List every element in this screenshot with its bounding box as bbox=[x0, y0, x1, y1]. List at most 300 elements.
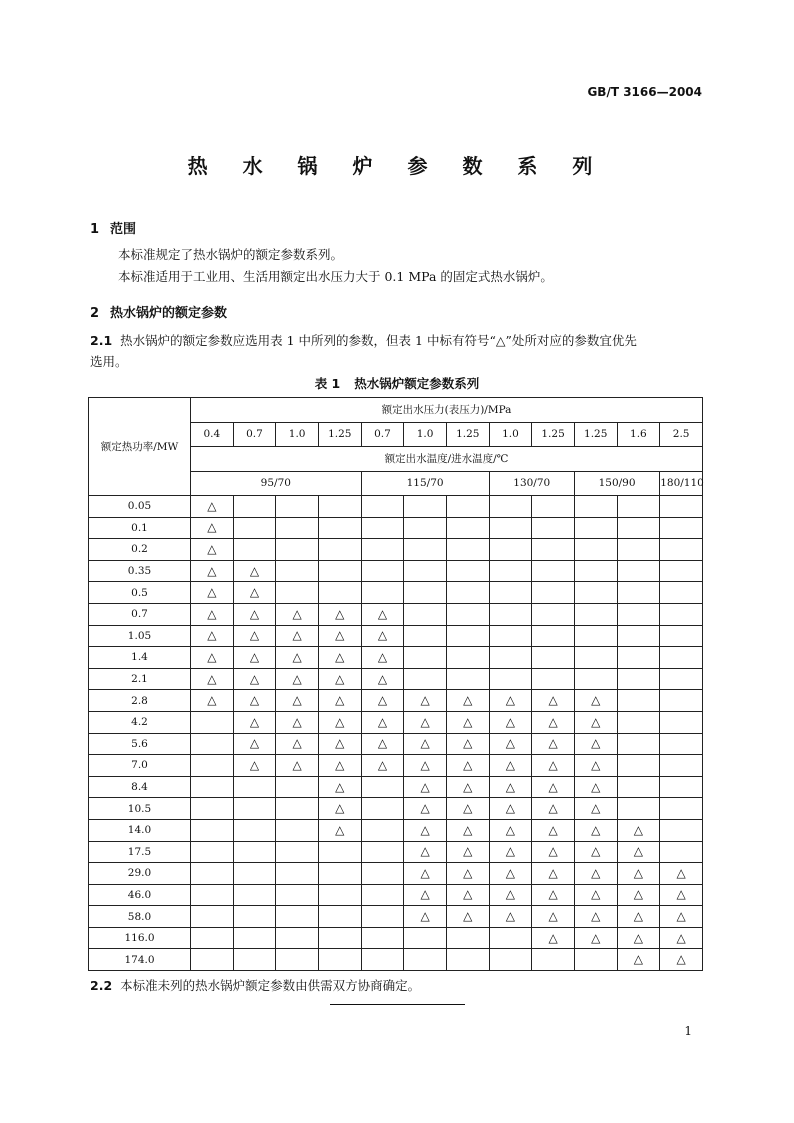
empty-cell bbox=[660, 647, 703, 669]
preferred-mark-cell bbox=[489, 819, 532, 841]
empty-cell bbox=[404, 560, 447, 582]
triangle-icon: △ bbox=[335, 801, 345, 816]
empty-cell bbox=[574, 949, 617, 971]
empty-cell bbox=[361, 884, 404, 906]
empty-cell bbox=[660, 776, 703, 798]
empty-cell bbox=[318, 582, 361, 604]
triangle-icon: △ bbox=[548, 757, 558, 772]
empty-cell bbox=[660, 819, 703, 841]
preferred-mark-cell bbox=[233, 733, 276, 755]
table-row bbox=[89, 496, 703, 518]
preferred-mark-cell bbox=[404, 733, 447, 755]
preferred-mark-cell bbox=[191, 582, 234, 604]
triangle-icon: △ bbox=[633, 952, 643, 967]
triangle-icon: △ bbox=[548, 887, 558, 902]
preferred-mark-cell bbox=[489, 711, 532, 733]
triangle-icon: △ bbox=[377, 628, 388, 643]
empty-cell bbox=[532, 949, 575, 971]
empty-cell bbox=[276, 906, 319, 928]
empty-cell bbox=[361, 539, 404, 561]
triangle-icon: △ bbox=[463, 887, 473, 902]
triangle-icon: △ bbox=[249, 693, 260, 708]
triangle-icon: △ bbox=[420, 909, 430, 924]
empty-cell bbox=[660, 496, 703, 518]
table-row bbox=[89, 668, 703, 690]
preferred-mark-cell bbox=[318, 625, 361, 647]
empty-cell bbox=[361, 582, 404, 604]
triangle-icon: △ bbox=[420, 887, 430, 902]
preferred-mark-cell bbox=[446, 884, 489, 906]
empty-cell bbox=[361, 496, 404, 518]
empty-cell bbox=[574, 625, 617, 647]
preferred-mark-cell bbox=[660, 884, 703, 906]
preferred-mark-cell bbox=[233, 560, 276, 582]
empty-cell bbox=[191, 927, 234, 949]
triangle-icon: △ bbox=[420, 779, 430, 794]
empty-cell bbox=[489, 539, 532, 561]
empty-cell bbox=[532, 496, 575, 518]
empty-cell bbox=[276, 949, 319, 971]
empty-cell bbox=[660, 668, 703, 690]
empty-cell bbox=[404, 496, 447, 518]
power-value: 46.0 bbox=[89, 884, 191, 906]
power-value: 116.0 bbox=[89, 927, 191, 949]
preferred-mark-cell bbox=[404, 884, 447, 906]
empty-cell bbox=[446, 647, 489, 669]
clause-2-1-number: 2.1 bbox=[90, 333, 113, 348]
preferred-mark-cell bbox=[318, 798, 361, 820]
triangle-icon: △ bbox=[335, 822, 345, 837]
table-row bbox=[89, 733, 703, 755]
empty-cell bbox=[617, 755, 660, 777]
empty-cell bbox=[532, 625, 575, 647]
power-value: 0.05 bbox=[89, 496, 191, 518]
empty-cell bbox=[404, 949, 447, 971]
empty-cell bbox=[276, 863, 319, 885]
triangle-icon: △ bbox=[548, 693, 558, 708]
preferred-mark-cell bbox=[489, 733, 532, 755]
preferred-mark-cell bbox=[276, 733, 319, 755]
empty-cell bbox=[318, 560, 361, 582]
empty-cell bbox=[532, 517, 575, 539]
empty-cell bbox=[361, 517, 404, 539]
preferred-mark-cell bbox=[532, 927, 575, 949]
power-value: 8.4 bbox=[89, 776, 191, 798]
preferred-mark-cell bbox=[532, 841, 575, 863]
preferred-mark-cell bbox=[318, 776, 361, 798]
empty-cell bbox=[404, 582, 447, 604]
empty-cell bbox=[318, 863, 361, 885]
triangle-icon: △ bbox=[591, 801, 601, 816]
empty-cell bbox=[574, 647, 617, 669]
table-row bbox=[89, 603, 703, 625]
empty-cell bbox=[532, 668, 575, 690]
power-value: 174.0 bbox=[89, 949, 191, 971]
empty-cell bbox=[660, 711, 703, 733]
triangle-icon: △ bbox=[420, 822, 430, 837]
triangle-icon: △ bbox=[377, 714, 388, 729]
triangle-icon: △ bbox=[335, 736, 345, 751]
preferred-mark-cell bbox=[233, 603, 276, 625]
triangle-icon: △ bbox=[420, 801, 430, 816]
section-2-heading bbox=[90, 302, 227, 321]
triangle-icon: △ bbox=[335, 757, 345, 772]
table-row bbox=[89, 884, 703, 906]
triangle-icon: △ bbox=[463, 844, 473, 859]
clause-2-1 bbox=[90, 330, 710, 372]
preferred-mark-cell bbox=[446, 819, 489, 841]
clause-2-1-line-1: 热水锅炉的额定参数应选用表 1 中所列的参数，但表 1 中标有符号“△”处所对应的参数宜优先 bbox=[120, 333, 637, 348]
empty-cell bbox=[574, 603, 617, 625]
empty-cell bbox=[233, 863, 276, 885]
empty-cell bbox=[574, 560, 617, 582]
empty-cell bbox=[361, 560, 404, 582]
triangle-icon: △ bbox=[676, 865, 686, 880]
preferred-mark-cell bbox=[446, 733, 489, 755]
standard-code: GB/T 3166—2004 bbox=[587, 85, 702, 99]
preferred-mark-cell bbox=[318, 668, 361, 690]
table-row bbox=[89, 560, 703, 582]
empty-cell bbox=[532, 560, 575, 582]
temperature-value: 180/110 bbox=[660, 471, 703, 496]
preferred-mark-cell bbox=[276, 690, 319, 712]
preferred-mark-cell bbox=[446, 711, 489, 733]
preferred-mark-cell bbox=[191, 496, 234, 518]
preferred-mark-cell bbox=[233, 647, 276, 669]
preferred-mark-cell bbox=[489, 776, 532, 798]
empty-cell bbox=[318, 841, 361, 863]
triangle-icon: △ bbox=[463, 822, 473, 837]
table-row bbox=[89, 863, 703, 885]
triangle-icon: △ bbox=[505, 822, 516, 837]
triangle-icon: △ bbox=[249, 628, 260, 643]
preferred-mark-cell bbox=[318, 819, 361, 841]
preferred-mark-cell bbox=[574, 863, 617, 885]
triangle-icon: △ bbox=[591, 714, 601, 729]
preferred-mark-cell bbox=[532, 776, 575, 798]
preferred-mark-cell bbox=[617, 927, 660, 949]
triangle-icon: △ bbox=[505, 865, 516, 880]
triangle-icon: △ bbox=[377, 606, 388, 621]
power-value: 1.4 bbox=[89, 647, 191, 669]
table-caption-number: 表 1 bbox=[314, 376, 341, 391]
preferred-mark-cell bbox=[574, 755, 617, 777]
triangle-icon: △ bbox=[463, 865, 473, 880]
preferred-mark-cell bbox=[489, 755, 532, 777]
preferred-mark-cell bbox=[532, 798, 575, 820]
triangle-icon: △ bbox=[463, 714, 473, 729]
empty-cell bbox=[574, 582, 617, 604]
pressure-value: 1.25 bbox=[574, 422, 617, 447]
triangle-icon: △ bbox=[292, 606, 302, 621]
empty-cell bbox=[404, 668, 447, 690]
empty-cell bbox=[446, 949, 489, 971]
triangle-icon: △ bbox=[633, 887, 643, 902]
triangle-icon: △ bbox=[676, 887, 686, 902]
triangle-icon: △ bbox=[335, 671, 345, 686]
row-header-power: 额定热功率/MW bbox=[89, 398, 191, 496]
empty-cell bbox=[446, 668, 489, 690]
empty-cell bbox=[489, 560, 532, 582]
empty-cell bbox=[532, 582, 575, 604]
preferred-mark-cell bbox=[489, 863, 532, 885]
preferred-mark-cell bbox=[233, 711, 276, 733]
triangle-icon: △ bbox=[548, 844, 558, 859]
table-caption-title: 热水锅炉额定参数系列 bbox=[354, 376, 480, 391]
triangle-icon: △ bbox=[377, 757, 388, 772]
preferred-mark-cell bbox=[191, 690, 234, 712]
pressure-value: 2.5 bbox=[660, 422, 703, 447]
triangle-icon: △ bbox=[377, 671, 388, 686]
empty-cell bbox=[532, 603, 575, 625]
clause-2-2-number: 2.2 bbox=[90, 978, 113, 993]
triangle-icon: △ bbox=[505, 736, 516, 751]
empty-cell bbox=[617, 668, 660, 690]
empty-cell bbox=[233, 841, 276, 863]
pressure-value: 1.0 bbox=[276, 422, 319, 447]
preferred-mark-cell bbox=[489, 884, 532, 906]
triangle-icon: △ bbox=[249, 736, 260, 751]
empty-cell bbox=[191, 776, 234, 798]
empty-cell bbox=[404, 647, 447, 669]
triangle-icon: △ bbox=[420, 865, 430, 880]
preferred-mark-cell bbox=[318, 603, 361, 625]
clause-2-2-text: 本标准未列的热水锅炉额定参数由供需双方协商确定。 bbox=[120, 978, 421, 993]
preferred-mark-cell bbox=[532, 906, 575, 928]
preferred-mark-cell bbox=[404, 863, 447, 885]
preferred-mark-cell bbox=[318, 711, 361, 733]
triangle-icon: △ bbox=[505, 714, 516, 729]
triangle-icon: △ bbox=[463, 736, 473, 751]
empty-cell bbox=[233, 517, 276, 539]
boiler-parameter-table bbox=[88, 397, 703, 971]
triangle-icon: △ bbox=[591, 757, 601, 772]
temperature-value: 95/70 bbox=[191, 471, 362, 496]
pressure-value: 1.25 bbox=[318, 422, 361, 447]
triangle-icon: △ bbox=[292, 693, 302, 708]
preferred-mark-cell bbox=[532, 733, 575, 755]
preferred-mark-cell bbox=[446, 841, 489, 863]
pressure-header: 额定出水压力(表压力)/MPa bbox=[191, 398, 703, 423]
preferred-mark-cell bbox=[574, 927, 617, 949]
preferred-mark-cell bbox=[660, 927, 703, 949]
section-2-number: 2 bbox=[90, 306, 100, 321]
power-value: 0.35 bbox=[89, 560, 191, 582]
triangle-icon: △ bbox=[505, 844, 516, 859]
empty-cell bbox=[191, 733, 234, 755]
triangle-icon: △ bbox=[420, 693, 430, 708]
power-value: 0.1 bbox=[89, 517, 191, 539]
pressure-value: 1.25 bbox=[532, 422, 575, 447]
empty-cell bbox=[660, 603, 703, 625]
triangle-icon: △ bbox=[676, 909, 686, 924]
empty-cell bbox=[318, 517, 361, 539]
preferred-mark-cell bbox=[361, 603, 404, 625]
power-value: 1.05 bbox=[89, 625, 191, 647]
empty-cell bbox=[276, 560, 319, 582]
table-row bbox=[89, 582, 703, 604]
empty-cell bbox=[233, 949, 276, 971]
triangle-icon: △ bbox=[335, 714, 345, 729]
empty-cell bbox=[191, 884, 234, 906]
triangle-icon: △ bbox=[591, 909, 601, 924]
empty-cell bbox=[191, 798, 234, 820]
table-row bbox=[89, 819, 703, 841]
preferred-mark-cell bbox=[404, 906, 447, 928]
empty-cell bbox=[318, 496, 361, 518]
empty-cell bbox=[446, 517, 489, 539]
preferred-mark-cell bbox=[532, 755, 575, 777]
preferred-mark-cell bbox=[574, 819, 617, 841]
table-row bbox=[89, 539, 703, 561]
triangle-icon: △ bbox=[548, 930, 558, 945]
preferred-mark-cell bbox=[532, 690, 575, 712]
empty-cell bbox=[361, 798, 404, 820]
empty-cell bbox=[660, 582, 703, 604]
empty-cell bbox=[489, 927, 532, 949]
triangle-icon: △ bbox=[548, 801, 558, 816]
preferred-mark-cell bbox=[489, 906, 532, 928]
triangle-icon: △ bbox=[505, 779, 516, 794]
preferred-mark-cell bbox=[574, 690, 617, 712]
preferred-mark-cell bbox=[361, 625, 404, 647]
power-value: 29.0 bbox=[89, 863, 191, 885]
triangle-icon: △ bbox=[207, 585, 217, 600]
empty-cell bbox=[318, 949, 361, 971]
empty-cell bbox=[617, 539, 660, 561]
end-rule bbox=[330, 1004, 465, 1005]
empty-cell bbox=[233, 776, 276, 798]
empty-cell bbox=[318, 906, 361, 928]
triangle-icon: △ bbox=[591, 887, 601, 902]
temperature-value: 150/90 bbox=[574, 471, 659, 496]
empty-cell bbox=[660, 625, 703, 647]
triangle-icon: △ bbox=[249, 714, 260, 729]
empty-cell bbox=[446, 560, 489, 582]
power-value: 5.6 bbox=[89, 733, 191, 755]
empty-cell bbox=[361, 906, 404, 928]
empty-cell bbox=[318, 927, 361, 949]
empty-cell bbox=[489, 949, 532, 971]
empty-cell bbox=[617, 798, 660, 820]
preferred-mark-cell bbox=[532, 884, 575, 906]
table-row bbox=[89, 711, 703, 733]
preferred-mark-cell bbox=[617, 841, 660, 863]
empty-cell bbox=[318, 539, 361, 561]
empty-cell bbox=[233, 819, 276, 841]
empty-cell bbox=[276, 927, 319, 949]
table-row bbox=[89, 647, 703, 669]
preferred-mark-cell bbox=[233, 755, 276, 777]
preferred-mark-cell bbox=[361, 647, 404, 669]
preferred-mark-cell bbox=[191, 517, 234, 539]
triangle-icon: △ bbox=[633, 844, 643, 859]
triangle-icon: △ bbox=[591, 930, 601, 945]
preferred-mark-cell bbox=[404, 798, 447, 820]
preferred-mark-cell bbox=[532, 819, 575, 841]
preferred-mark-cell bbox=[404, 755, 447, 777]
empty-cell bbox=[617, 711, 660, 733]
preferred-mark-cell bbox=[276, 647, 319, 669]
preferred-mark-cell bbox=[276, 755, 319, 777]
preferred-mark-cell bbox=[574, 884, 617, 906]
triangle-icon: △ bbox=[292, 628, 302, 643]
empty-cell bbox=[446, 625, 489, 647]
empty-cell bbox=[191, 841, 234, 863]
empty-cell bbox=[489, 647, 532, 669]
triangle-icon: △ bbox=[420, 844, 430, 859]
preferred-mark-cell bbox=[233, 582, 276, 604]
preferred-mark-cell bbox=[617, 863, 660, 885]
empty-cell bbox=[617, 625, 660, 647]
triangle-icon: △ bbox=[207, 563, 217, 578]
temperature-header: 额定出水温度/进水温度/℃ bbox=[191, 447, 703, 472]
empty-cell bbox=[574, 668, 617, 690]
triangle-icon: △ bbox=[207, 520, 217, 535]
triangle-icon: △ bbox=[548, 779, 558, 794]
empty-cell bbox=[318, 884, 361, 906]
empty-cell bbox=[446, 582, 489, 604]
empty-cell bbox=[446, 603, 489, 625]
triangle-icon: △ bbox=[591, 844, 601, 859]
empty-cell bbox=[660, 733, 703, 755]
preferred-mark-cell bbox=[446, 755, 489, 777]
preferred-mark-cell bbox=[574, 733, 617, 755]
preferred-mark-cell bbox=[361, 733, 404, 755]
empty-cell bbox=[446, 927, 489, 949]
triangle-icon: △ bbox=[591, 822, 601, 837]
power-value: 0.2 bbox=[89, 539, 191, 561]
section-1-number: 1 bbox=[90, 222, 100, 237]
power-value: 0.7 bbox=[89, 603, 191, 625]
empty-cell bbox=[617, 647, 660, 669]
preferred-mark-cell bbox=[404, 690, 447, 712]
triangle-icon: △ bbox=[463, 801, 473, 816]
empty-cell bbox=[489, 496, 532, 518]
preferred-mark-cell bbox=[574, 841, 617, 863]
triangle-icon: △ bbox=[207, 541, 217, 556]
triangle-icon: △ bbox=[548, 736, 558, 751]
empty-cell bbox=[191, 755, 234, 777]
table-row bbox=[89, 776, 703, 798]
triangle-icon: △ bbox=[463, 909, 473, 924]
triangle-icon: △ bbox=[591, 779, 601, 794]
pressure-value: 1.0 bbox=[489, 422, 532, 447]
empty-cell bbox=[361, 819, 404, 841]
empty-cell bbox=[233, 927, 276, 949]
empty-cell bbox=[660, 539, 703, 561]
preferred-mark-cell bbox=[191, 625, 234, 647]
empty-cell bbox=[617, 496, 660, 518]
power-value: 58.0 bbox=[89, 906, 191, 928]
empty-cell bbox=[489, 517, 532, 539]
triangle-icon: △ bbox=[377, 649, 388, 664]
triangle-icon: △ bbox=[335, 649, 345, 664]
pressure-value: 1.25 bbox=[446, 422, 489, 447]
preferred-mark-cell bbox=[191, 560, 234, 582]
power-value: 14.0 bbox=[89, 819, 191, 841]
page-number: 1 bbox=[684, 1024, 692, 1038]
preferred-mark-cell bbox=[318, 755, 361, 777]
power-value: 10.5 bbox=[89, 798, 191, 820]
power-value: 4.2 bbox=[89, 711, 191, 733]
preferred-mark-cell bbox=[489, 841, 532, 863]
table-row bbox=[89, 841, 703, 863]
triangle-icon: △ bbox=[207, 628, 217, 643]
empty-cell bbox=[660, 798, 703, 820]
triangle-icon: △ bbox=[591, 736, 601, 751]
preferred-mark-cell bbox=[617, 884, 660, 906]
